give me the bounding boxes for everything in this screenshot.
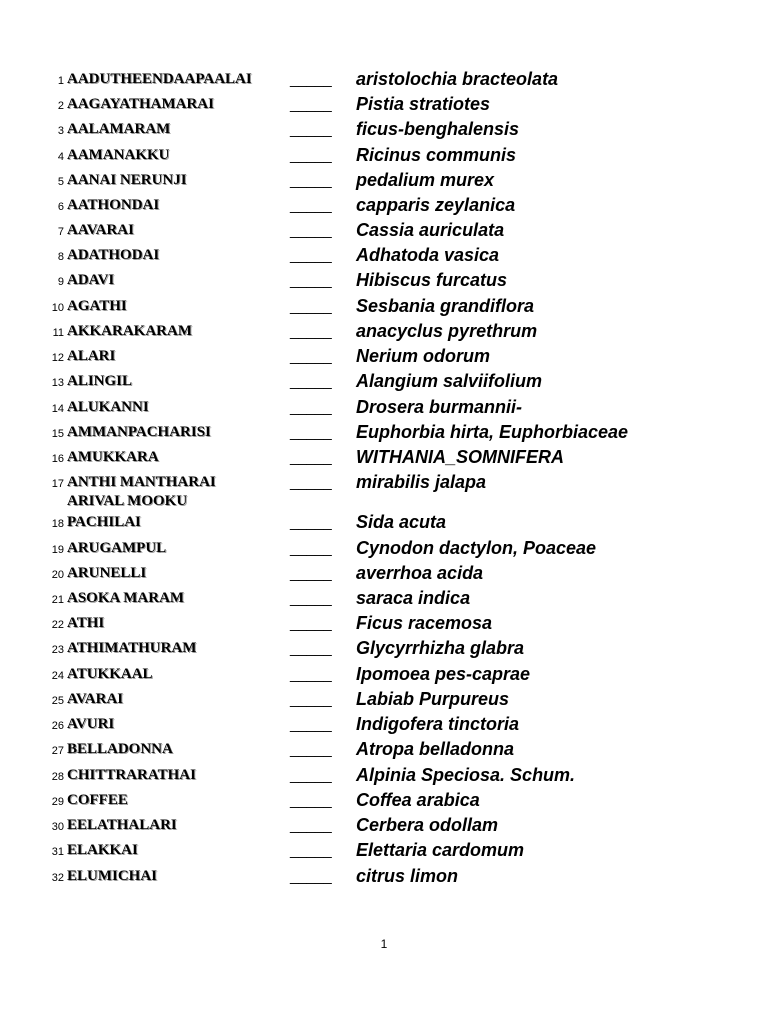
scientific-name: Elettaria cardomum [356,840,525,860]
scientific-name: Coffea arabica [356,790,480,810]
scientific-name: mirabilis jalapa [356,472,487,492]
common-name: CHITTRARATHAI [67,767,196,783]
list-item [0,447,768,472]
list-item [0,613,768,638]
common-name: ATHIMATHURAM [67,640,197,656]
common-name: ANTHI MANTHARAI [67,474,216,490]
scientific-name: Nerium odorum [356,346,491,366]
answer-blank: _____ [290,514,332,531]
item-number: 11 [52,327,64,339]
item-number: 32 [51,872,64,884]
item-number: 16 [51,453,64,465]
answer-blank: _____ [290,147,332,164]
answer-blank: _____ [290,272,332,289]
list-item [0,714,768,739]
item-number: 17 [51,478,64,490]
answer-blank: _____ [290,222,332,239]
list-item [0,145,768,170]
answer-blank: _____ [290,767,332,784]
answer-blank: _____ [290,565,332,582]
item-number: 28 [51,771,64,783]
scientific-name: Euphorbia hirta, Euphorbiaceae [356,422,629,442]
item-number: 12 [51,352,64,364]
common-name: PACHILAI [67,514,141,530]
item-number: 25 [51,695,64,707]
common-name: ELUMICHAI [67,868,158,884]
item-number: 29 [51,796,64,808]
answer-blank: _____ [290,666,332,683]
common-name: AAMANAKKU [67,147,170,163]
common-name: BELLADONNA [67,741,173,757]
scientific-name: ficus-benghalensis [356,119,520,139]
list-item [0,397,768,422]
answer-blank: _____ [290,590,332,607]
item-number: 5 [57,176,64,188]
item-number: 19 [51,544,64,556]
answer-blank: _____ [290,868,332,885]
item-number: 2 [57,100,64,112]
common-name: AALAMARAM [67,121,171,137]
answer-blank: _____ [290,323,332,340]
scientific-name: Drosera burmannii- [356,397,523,417]
scientific-name: Alpinia Speciosa. Schum. [356,765,576,785]
scientific-name: Adhatoda vasica [356,245,500,265]
scientific-name: Indigofera tinctoria [356,714,520,734]
answer-blank: _____ [290,615,332,632]
common-name: AGATHI [67,298,127,314]
list-item [0,866,768,891]
answer-blank: _____ [290,716,332,733]
list-item [0,815,768,840]
answer-blank: _____ [290,247,332,264]
common-name-line1: ARIVAL MOOKU [67,493,188,509]
scientific-name: Pistia stratiotes [356,94,491,114]
item-number: 27 [51,745,64,757]
list-item [0,296,768,321]
item-number: 23 [51,644,64,656]
answer-blank: _____ [290,121,332,138]
item-number: 15 [51,428,64,440]
scientific-name: Hibiscus furcatus [356,270,508,290]
item-number: 13 [51,377,64,389]
scientific-name: aristolochia bracteolata [356,69,559,89]
answer-blank: _____ [290,741,332,758]
common-name: ARUNELLI [67,565,147,581]
common-name: AAVARAI [67,222,134,238]
list-item [0,563,768,588]
list-item [0,321,768,346]
item-number: 24 [51,670,64,682]
item-number: 1 [57,75,64,87]
item-number: 10 [51,302,64,314]
common-name: AKKARAKARAM [67,323,192,339]
answer-blank: _____ [290,842,332,859]
scientific-name: Glycyrrhizha glabra [356,638,525,658]
list-item [0,689,768,714]
item-number: 6 [57,201,64,213]
scientific-name: Ricinus communis [356,145,517,165]
common-name: ALINGIL [67,373,133,389]
list-item [0,790,768,815]
common-name: ADAVI [67,272,115,288]
scientific-name: Ficus racemosa [356,613,493,633]
common-name: AATHONDAI [67,197,160,213]
scientific-name: citrus limon [356,866,459,886]
common-name: AVARAI [67,691,124,707]
answer-blank: _____ [290,399,332,416]
list-item [0,840,768,865]
item-number: 7 [57,226,64,238]
scientific-name: capparis zeylanica [356,195,516,215]
answer-blank: _____ [290,348,332,365]
list-item [0,170,768,195]
list-item [0,422,768,447]
scientific-name: pedalium murex [356,170,495,190]
answer-blank: _____ [290,96,332,113]
common-name: ALARI [67,348,116,364]
answer-blank: _____ [290,817,332,834]
common-name: EELATHALARI [67,817,177,833]
scientific-name: Cerbera odollam [356,815,499,835]
item-number: 4 [57,151,64,163]
common-name: AANAI NERUNJI [67,172,187,188]
answer-blank: _____ [290,298,332,315]
scientific-name: Sesbania grandiflora [356,296,535,316]
list-item [0,739,768,764]
scientific-name: anacyclus pyrethrum [356,321,538,341]
answer-blank: _____ [290,71,332,88]
answer-blank: _____ [290,172,332,189]
common-name: AADUTHEENDAAPAALAI [67,71,252,87]
common-name: ADATHODAI [67,247,160,263]
common-name: ALUKANNI [67,399,149,415]
item-number: 31 [51,846,64,858]
list-item [0,371,768,396]
scientific-name: averrhoa acida [356,563,484,583]
list-item [0,195,768,220]
list-item [0,493,768,537]
list-item [0,119,768,144]
common-name: ELAKKAI [67,842,138,858]
common-name: COFFEE [67,792,128,808]
common-name: ATHI [67,615,105,631]
common-name: AMMANPACHARISI [67,424,211,440]
list-item [0,245,768,270]
answer-blank: _____ [290,640,332,657]
scientific-name: Cynodon dactylon, Poaceae [356,538,597,558]
common-name: ARUGAMPUL [67,540,167,556]
answer-blank: _____ [290,792,332,809]
answer-blank: _____ [290,540,332,557]
common-name: AVURI [67,716,115,732]
answer-blank: _____ [290,449,332,466]
scientific-name: Cassia auriculata [356,220,505,240]
item-number: 26 [51,720,64,732]
list-item [0,664,768,689]
answer-blank: _____ [290,691,332,708]
common-name: AAGAYATHAMARAI [67,96,214,112]
list-item [0,638,768,663]
common-name: ASOKA MARAM [67,590,185,606]
scientific-name: Labiab Purpureus [356,689,510,709]
list-item [0,220,768,245]
answer-blank: _____ [290,373,332,390]
list-item [0,538,768,563]
scientific-name: Ipomoea pes-caprae [356,664,531,684]
list-item [0,588,768,613]
item-number: 9 [57,276,64,288]
list-item [0,94,768,119]
item-number: 14 [51,403,64,415]
scientific-name: saraca indica [356,588,471,608]
page-number: 1 [380,937,388,951]
item-number: 22 [51,619,64,631]
common-name: ATUKKAAL [67,666,153,682]
item-number: 3 [57,125,64,137]
scientific-name: Sida acuta [356,512,447,532]
answer-blank: _____ [290,197,332,214]
answer-blank: _____ [290,474,332,491]
item-number: 8 [57,251,64,263]
item-number: 18 [51,518,64,530]
list-item [0,270,768,295]
item-number: 30 [51,821,64,833]
scientific-name: Atropa belladonna [356,739,515,759]
item-number: 20 [51,569,64,581]
list-item [0,346,768,371]
list-item [0,69,768,94]
common-name: AMUKKARA [67,449,159,465]
scientific-name: WITHANIA_SOMNIFERA [356,447,564,467]
item-number: 21 [51,594,64,606]
answer-blank: _____ [290,424,332,441]
list-item [0,765,768,790]
scientific-name: Alangium salviifolium [356,371,543,391]
